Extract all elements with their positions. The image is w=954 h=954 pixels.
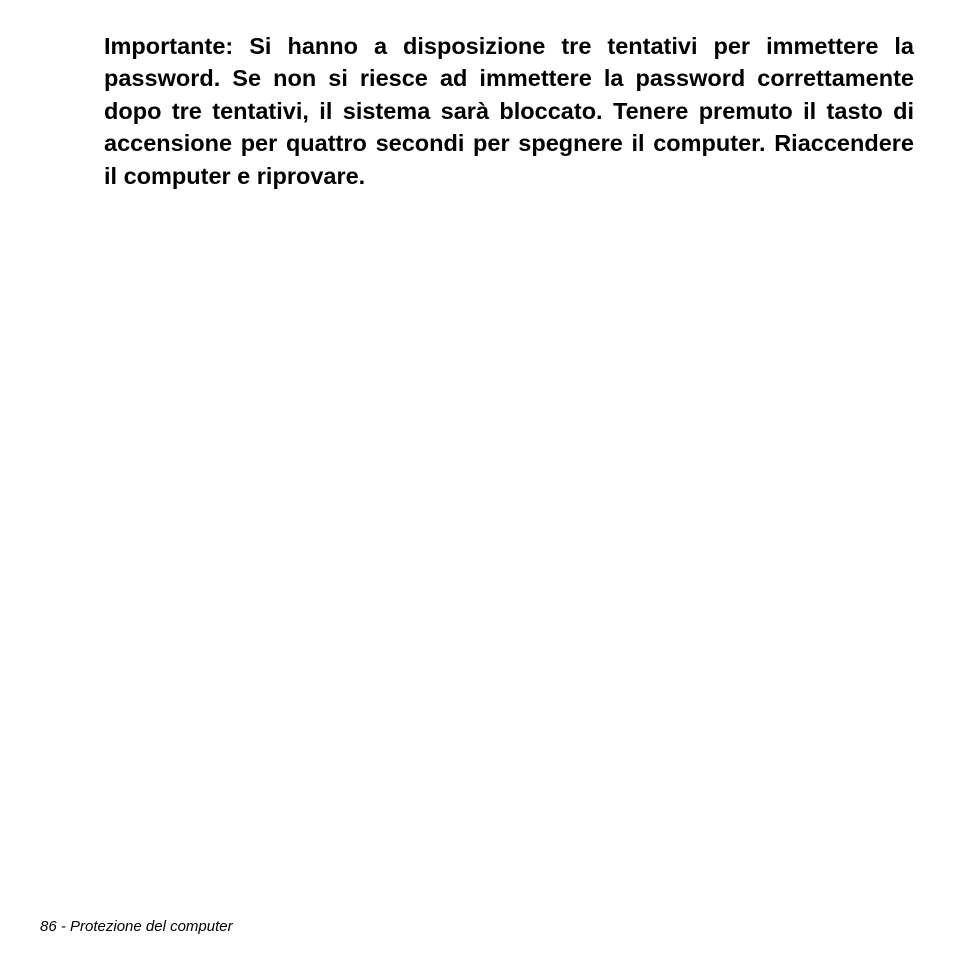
footer-separator: - [56,918,71,935]
important-note-paragraph: Importante: Si hanno a disposizione tre tentativi per immettere la password. Se non si riesce ad immettere la password correttamente dopo tre tentativi, il sistema sarà bloccato. Tenere premuto il tasto di accensione per quattro secondi per spegnere il computer. Riaccendere il computer e riprovare. [104,33,914,189]
page-footer [40,917,233,937]
page-number: 86 [40,918,57,935]
footer-section-title: Protezione del computer [70,918,233,935]
